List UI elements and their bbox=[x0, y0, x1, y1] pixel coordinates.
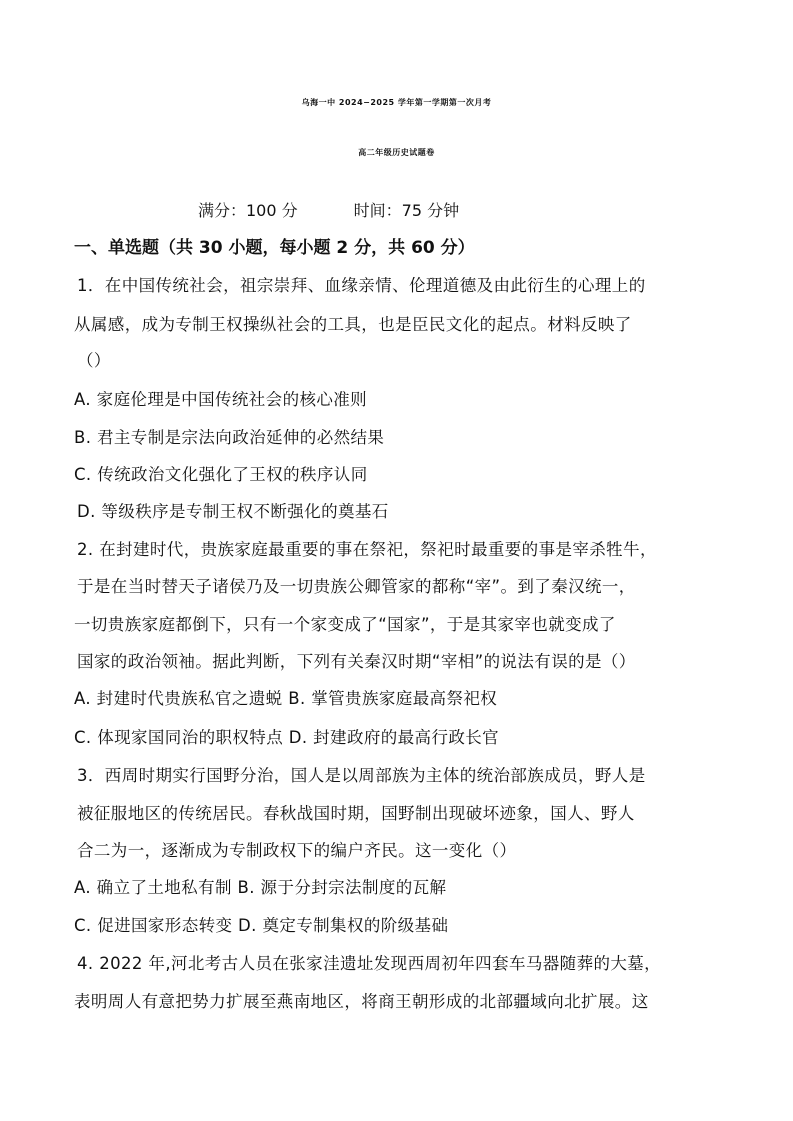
question-3-stem-line: 3．西周时期实行国野分治，国人是以周部族为主体的统治部族成员，野人是 bbox=[77, 766, 646, 785]
question-3-option: A. 确立了土地私有制 B. 源于分封宗法制度的瓦解 bbox=[74, 878, 447, 897]
question-2-stem-line: 2. 在封建时代，贵族家庭最重要的事在祭祀，祭祀时最重要的事是宰杀牲牛， bbox=[77, 540, 657, 559]
question-3-stem-line: 合二为一，逐渐成为专制政权下的编户齐民。这一变化（） bbox=[77, 841, 517, 860]
question-1-stem-line: 从属感，成为专制王权操纵社会的工具，也是臣民文化的起点。材料反映了 bbox=[74, 315, 632, 334]
question-1-option: C. 传统政治文化强化了王权的秩序认同 bbox=[74, 465, 368, 484]
question-1-stem-line: （） bbox=[77, 351, 111, 370]
question-2-stem-line: 一切贵族家庭都倒下，只有一个家变成了“国家”，于是其家宰也就变成了 bbox=[74, 615, 616, 634]
question-1-option: B. 君主专制是宗法向政治延伸的必然结果 bbox=[74, 428, 385, 447]
question-2-option: A. 封建时代贵族私官之遗蜕 B. 掌管贵族家庭最高祭祀权 bbox=[74, 689, 498, 708]
question-4-stem-line: 4. 2022 年,河北考古人员在张家洼遗址发现西周初年四套车马器随葬的大墓， bbox=[77, 954, 662, 973]
full-score: 满分：100 分 bbox=[198, 201, 298, 220]
exam-meta bbox=[198, 198, 459, 221]
question-1-stem-line: 1．在中国传统社会，祖宗崇拜、血缘亲情、伦理道德及由此衍生的心理上的 bbox=[77, 276, 646, 295]
question-4-stem-line: 表明周人有意把势力扩展至燕南地区，将商王朝形成的北部疆域向北扩展。这 bbox=[74, 992, 649, 1011]
exam-subtitle: 高二年级历史试题卷 bbox=[358, 148, 435, 157]
question-3-stem-line: 被征服地区的传统居民。春秋战国时期，国野制出现破坏迹象，国人、野人 bbox=[77, 804, 635, 823]
exam-time: 时间：75 分钟 bbox=[353, 201, 460, 220]
question-3-option: C. 促进国家形态转变 D. 奠定专制集权的阶级基础 bbox=[74, 916, 449, 935]
question-1-option: A. 家庭伦理是中国传统社会的核心准则 bbox=[74, 390, 368, 409]
exam-title: 乌海一中 2024−2025 学年第一学期第一次月考 bbox=[301, 98, 492, 107]
section-heading: 一、单选题（共 30 小题，每小题 2 分，共 60 分） bbox=[74, 238, 475, 258]
question-1-option: D. 等级秩序是专制王权不断强化的奠基石 bbox=[77, 502, 389, 521]
question-2-stem-line: 国家的政治领袖。据此判断，下列有关秦汉时期“宰相”的说法有误的是（） bbox=[77, 652, 636, 671]
question-2-stem-line: 于是在当时替天子诸侯乃及一切贵族公卿管家的都称“宰”。到了秦汉统一， bbox=[77, 577, 636, 596]
question-2-option: C. 体现家国同治的职权特点 D. 封建政府的最高行政长官 bbox=[74, 728, 500, 747]
